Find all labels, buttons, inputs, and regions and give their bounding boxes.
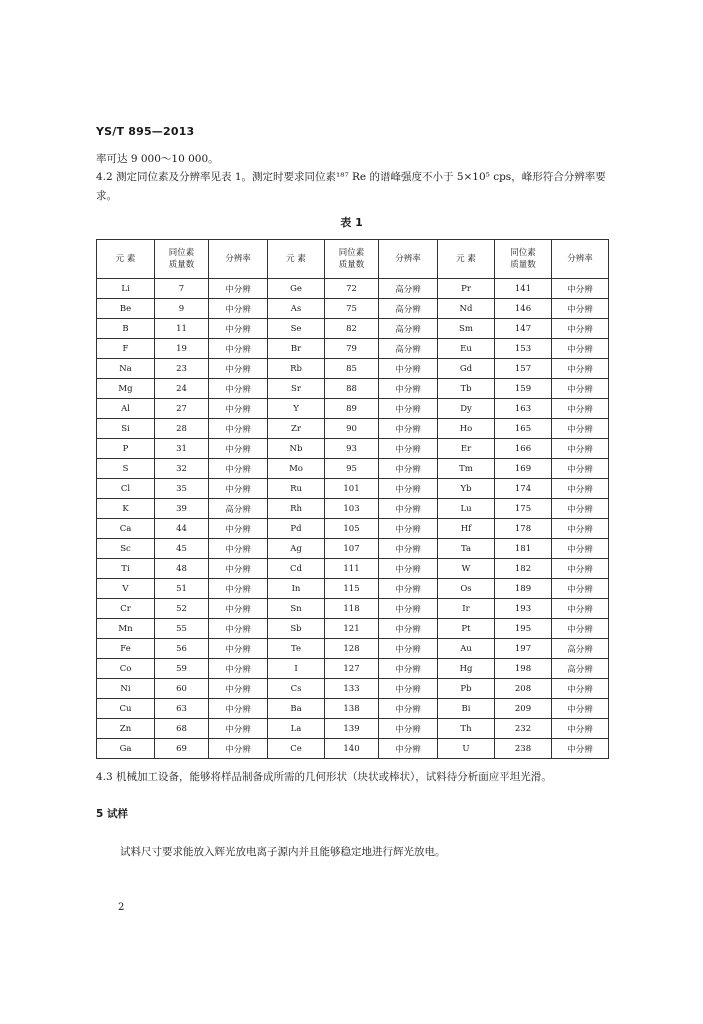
table-cell: 118 xyxy=(325,599,379,619)
table-cell: 24 xyxy=(155,379,209,399)
table-cell: 中分辨 xyxy=(379,619,438,639)
table-cell: Rh xyxy=(268,499,325,519)
table-cell: 中分辨 xyxy=(209,739,268,759)
table-cell: 133 xyxy=(325,679,379,699)
table-cell: 中分辨 xyxy=(209,699,268,719)
table-cell: 140 xyxy=(325,739,379,759)
table-cell: Al xyxy=(97,399,155,419)
table-cell: Na xyxy=(97,359,155,379)
table-cell: 中分辨 xyxy=(209,679,268,699)
table-cell: Pd xyxy=(268,519,325,539)
table-cell: Sm xyxy=(438,319,495,339)
table-cell: 中分辨 xyxy=(209,639,268,659)
table-cell: 中分辨 xyxy=(379,599,438,619)
table-cell: 48 xyxy=(155,559,209,579)
table-cell: Tb xyxy=(438,379,495,399)
table-cell: 中分辨 xyxy=(552,439,609,459)
table-cell: S xyxy=(97,459,155,479)
table-cell: 高分辨 xyxy=(379,319,438,339)
table-cell: Mg xyxy=(97,379,155,399)
table-cell: Mo xyxy=(268,459,325,479)
table-row xyxy=(97,739,609,759)
table-cell: 高分辨 xyxy=(379,339,438,359)
table-row xyxy=(97,399,609,419)
table-cell: Sb xyxy=(268,619,325,639)
table-cell: 121 xyxy=(325,619,379,639)
table-cell: Br xyxy=(268,339,325,359)
table-cell: 中分辨 xyxy=(209,519,268,539)
table-cell: In xyxy=(268,579,325,599)
clause-4-2: 4.2 测定同位素及分辨率见表 1。测定时要求同位素¹⁸⁷ Re 的谱峰强度不小于 5×10⁵ cps，峰形符合分辨率要求。 xyxy=(96,171,606,202)
document-header: YS/T 895—2013 xyxy=(96,125,195,138)
table-cell: 中分辨 xyxy=(552,599,609,619)
table-cell: 中分辨 xyxy=(209,459,268,479)
table-cell: 中分辨 xyxy=(379,539,438,559)
table-cell: 中分辨 xyxy=(552,459,609,479)
table-cell: Cd xyxy=(268,559,325,579)
table-cell: 32 xyxy=(155,459,209,479)
table-cell: Ge xyxy=(268,279,325,299)
table-cell: 93 xyxy=(325,439,379,459)
table-cell: 193 xyxy=(495,599,552,619)
table-cell: 高分辨 xyxy=(209,499,268,519)
table-cell: 中分辨 xyxy=(209,379,268,399)
table-cell: 105 xyxy=(325,519,379,539)
table-header-cell: 同位素 质量数 xyxy=(495,240,552,279)
table-cell: 198 xyxy=(495,659,552,679)
table-cell: 中分辨 xyxy=(379,519,438,539)
table-row xyxy=(97,699,609,719)
table-cell: 中分辨 xyxy=(379,559,438,579)
table-cell: Y xyxy=(268,399,325,419)
table-row xyxy=(97,339,609,359)
paragraph-continued: 率可达 9 000～10 000。 xyxy=(96,153,219,165)
table-cell: Te xyxy=(268,639,325,659)
table-cell: 45 xyxy=(155,539,209,559)
table-row xyxy=(97,619,609,639)
table-row xyxy=(97,719,609,739)
table-cell: 19 xyxy=(155,339,209,359)
table-cell: 101 xyxy=(325,479,379,499)
table-cell: 174 xyxy=(495,479,552,499)
table-cell: Ca xyxy=(97,519,155,539)
table-cell: 中分辨 xyxy=(552,499,609,519)
table-cell: Pb xyxy=(438,679,495,699)
table-cell: Nd xyxy=(438,299,495,319)
table-cell: 79 xyxy=(325,339,379,359)
table-cell: K xyxy=(97,499,155,519)
table-cell: 111 xyxy=(325,559,379,579)
table-cell: 中分辨 xyxy=(209,399,268,419)
table-row xyxy=(97,419,609,439)
table-cell: Pt xyxy=(438,619,495,639)
table-cell: 中分辨 xyxy=(379,459,438,479)
table-cell: Ce xyxy=(268,739,325,759)
table-row xyxy=(97,679,609,699)
table-caption: 表 1 xyxy=(340,216,363,229)
table-cell: 中分辨 xyxy=(552,339,609,359)
table-cell: F xyxy=(97,339,155,359)
table-cell: 51 xyxy=(155,579,209,599)
table-row xyxy=(97,519,609,539)
table-row xyxy=(97,299,609,319)
table-cell: 107 xyxy=(325,539,379,559)
table-cell: Lu xyxy=(438,499,495,519)
table-cell: La xyxy=(268,719,325,739)
table-cell: Hg xyxy=(438,659,495,679)
table-cell: 27 xyxy=(155,399,209,419)
table-cell: Zn xyxy=(97,719,155,739)
table-cell: 147 xyxy=(495,319,552,339)
table-cell: 中分辨 xyxy=(552,479,609,499)
table-cell: 56 xyxy=(155,639,209,659)
table-cell: Ag xyxy=(268,539,325,559)
table-cell: 中分辨 xyxy=(379,739,438,759)
table-cell: Er xyxy=(438,439,495,459)
table-cell: As xyxy=(268,299,325,319)
table-cell: 197 xyxy=(495,639,552,659)
table-header-cell: 分辨率 xyxy=(209,240,268,279)
table-cell: 中分辨 xyxy=(379,579,438,599)
table-cell: 141 xyxy=(495,279,552,299)
table-cell: 75 xyxy=(325,299,379,319)
table-cell: 85 xyxy=(325,359,379,379)
table-cell: 中分辨 xyxy=(552,419,609,439)
table-cell: 中分辨 xyxy=(552,359,609,379)
table-cell: 82 xyxy=(325,319,379,339)
table-cell: Cs xyxy=(268,679,325,699)
table-cell: 中分辨 xyxy=(209,319,268,339)
table-cell: 72 xyxy=(325,279,379,299)
table-row xyxy=(97,599,609,619)
table-row xyxy=(97,359,609,379)
table-header-cell: 同位素 质量数 xyxy=(325,240,379,279)
table-cell: Ru xyxy=(268,479,325,499)
table-cell: Cu xyxy=(97,699,155,719)
table-cell: 103 xyxy=(325,499,379,519)
table-cell: I xyxy=(268,659,325,679)
table-cell: Ti xyxy=(97,559,155,579)
table-cell: 127 xyxy=(325,659,379,679)
table-cell: 中分辨 xyxy=(552,319,609,339)
table-cell: 59 xyxy=(155,659,209,679)
table-cell: 88 xyxy=(325,379,379,399)
section-5-text: 试料尺寸要求能放入辉光放电离子源内并且能够稳定地进行辉光放电。 xyxy=(120,846,446,858)
table-cell: 中分辨 xyxy=(379,639,438,659)
table-cell: Co xyxy=(97,659,155,679)
table-cell: 中分辨 xyxy=(209,439,268,459)
table-row xyxy=(97,279,609,299)
table-cell: 中分辨 xyxy=(379,359,438,379)
table-cell: 高分辨 xyxy=(379,299,438,319)
table-cell: Cl xyxy=(97,479,155,499)
table-cell: 23 xyxy=(155,359,209,379)
table-header-cell: 元 素 xyxy=(268,240,325,279)
table-cell: Sn xyxy=(268,599,325,619)
table-row xyxy=(97,639,609,659)
table-cell: Ir xyxy=(438,599,495,619)
table-cell: 175 xyxy=(495,499,552,519)
table-cell: 中分辨 xyxy=(552,539,609,559)
table-cell: V xyxy=(97,579,155,599)
table-cell: 中分辨 xyxy=(379,699,438,719)
table-cell: W xyxy=(438,559,495,579)
table-cell: 中分辨 xyxy=(209,599,268,619)
table-cell: 209 xyxy=(495,699,552,719)
table-cell: Be xyxy=(97,299,155,319)
table-cell: Bi xyxy=(438,699,495,719)
table-cell: 153 xyxy=(495,339,552,359)
table-cell: Ho xyxy=(438,419,495,439)
table-cell: 中分辨 xyxy=(209,419,268,439)
table-cell: Th xyxy=(438,719,495,739)
table-cell: 中分辨 xyxy=(552,379,609,399)
table-cell: Cr xyxy=(97,599,155,619)
table-cell: 中分辨 xyxy=(209,359,268,379)
table-cell: 7 xyxy=(155,279,209,299)
table-row xyxy=(97,459,609,479)
table-body xyxy=(97,279,609,759)
table-cell: 中分辨 xyxy=(379,379,438,399)
table-cell: Ga xyxy=(97,739,155,759)
table-cell: 中分辨 xyxy=(209,479,268,499)
table-cell: 69 xyxy=(155,739,209,759)
table-cell: 中分辨 xyxy=(552,579,609,599)
table-cell: Os xyxy=(438,579,495,599)
table-cell: Au xyxy=(438,639,495,659)
table-cell: 165 xyxy=(495,419,552,439)
table-header-cell: 同位素 质量数 xyxy=(155,240,209,279)
table-cell: 44 xyxy=(155,519,209,539)
table-cell: 中分辨 xyxy=(379,399,438,419)
table-cell: 90 xyxy=(325,419,379,439)
table-row xyxy=(97,499,609,519)
table-cell: 中分辨 xyxy=(209,299,268,319)
table-cell: 中分辨 xyxy=(552,679,609,699)
table-cell: 中分辨 xyxy=(552,699,609,719)
table-cell: 9 xyxy=(155,299,209,319)
table-row xyxy=(97,659,609,679)
table-cell: 63 xyxy=(155,699,209,719)
table-row xyxy=(97,379,609,399)
table-header-row xyxy=(97,240,609,279)
table-cell: 159 xyxy=(495,379,552,399)
table-cell: Sc xyxy=(97,539,155,559)
table-row xyxy=(97,319,609,339)
table-header-cell: 分辨率 xyxy=(379,240,438,279)
table-cell: 139 xyxy=(325,719,379,739)
table-cell: Ta xyxy=(438,539,495,559)
table-cell: 中分辨 xyxy=(379,719,438,739)
table-cell: 高分辨 xyxy=(552,639,609,659)
table-header-cell: 分辨率 xyxy=(552,240,609,279)
table-cell: 115 xyxy=(325,579,379,599)
table-cell: 55 xyxy=(155,619,209,639)
table-cell: Rb xyxy=(268,359,325,379)
table-row xyxy=(97,559,609,579)
table-cell: 138 xyxy=(325,699,379,719)
table-cell: Dy xyxy=(438,399,495,419)
table-cell: 中分辨 xyxy=(379,679,438,699)
table-cell: Li xyxy=(97,279,155,299)
table-cell: 166 xyxy=(495,439,552,459)
table-cell: Pr xyxy=(438,279,495,299)
table-cell: 中分辨 xyxy=(552,739,609,759)
table-cell: Hf xyxy=(438,519,495,539)
table-cell: B xyxy=(97,319,155,339)
table-cell: P xyxy=(97,439,155,459)
table-cell: 中分辨 xyxy=(209,339,268,359)
table-cell: 中分辨 xyxy=(552,299,609,319)
table-cell: 95 xyxy=(325,459,379,479)
table-cell: 39 xyxy=(155,499,209,519)
table-cell: 52 xyxy=(155,599,209,619)
table-cell: 182 xyxy=(495,559,552,579)
table-cell: Se xyxy=(268,319,325,339)
table-cell: 高分辨 xyxy=(379,279,438,299)
table-cell: 31 xyxy=(155,439,209,459)
table-cell: 208 xyxy=(495,679,552,699)
table-row xyxy=(97,579,609,599)
table-cell: 中分辨 xyxy=(552,519,609,539)
table-cell: Ba xyxy=(268,699,325,719)
table-row xyxy=(97,439,609,459)
table-row xyxy=(97,539,609,559)
table-cell: 169 xyxy=(495,459,552,479)
table-cell: 89 xyxy=(325,399,379,419)
table-cell: 181 xyxy=(495,539,552,559)
table-cell: 中分辨 xyxy=(209,659,268,679)
table-cell: 157 xyxy=(495,359,552,379)
table-cell: 195 xyxy=(495,619,552,639)
table-cell: 中分辨 xyxy=(379,439,438,459)
table-cell: 189 xyxy=(495,579,552,599)
table-cell: U xyxy=(438,739,495,759)
table-header-cell: 元 素 xyxy=(97,240,155,279)
table-cell: Sr xyxy=(268,379,325,399)
section-5-heading: 5 试样 xyxy=(96,808,128,820)
table-cell: 高分辨 xyxy=(552,659,609,679)
table-row xyxy=(97,479,609,499)
table-cell: 中分辨 xyxy=(379,419,438,439)
table-cell: 中分辨 xyxy=(552,719,609,739)
table-cell: Si xyxy=(97,419,155,439)
table-cell: 中分辨 xyxy=(379,479,438,499)
table-cell: 中分辨 xyxy=(209,559,268,579)
table-cell: 中分辨 xyxy=(552,559,609,579)
table-cell: 中分辨 xyxy=(552,399,609,419)
table-cell: 中分辨 xyxy=(209,279,268,299)
table-cell: 146 xyxy=(495,299,552,319)
table-cell: 35 xyxy=(155,479,209,499)
clause-4-3: 4.3 机械加工设备，能够将样品制备成所需的几何形状（块状或棒状），试料待分析面应平坦光滑。 xyxy=(96,771,552,783)
table-cell: Yb xyxy=(438,479,495,499)
table-cell: 中分辨 xyxy=(379,659,438,679)
table-cell: 中分辨 xyxy=(209,539,268,559)
isotope-resolution-table xyxy=(96,239,609,759)
table-cell: 163 xyxy=(495,399,552,419)
table-cell: Zr xyxy=(268,419,325,439)
table-cell: 238 xyxy=(495,739,552,759)
table-cell: Nb xyxy=(268,439,325,459)
table-cell: Tm xyxy=(438,459,495,479)
table-cell: 60 xyxy=(155,679,209,699)
table-cell: 中分辨 xyxy=(209,579,268,599)
table-cell: Fe xyxy=(97,639,155,659)
table-header-cell: 元 素 xyxy=(438,240,495,279)
table-cell: Mn xyxy=(97,619,155,639)
table-cell: 中分辨 xyxy=(552,619,609,639)
table-cell: 128 xyxy=(325,639,379,659)
table-cell: 232 xyxy=(495,719,552,739)
table-cell: 28 xyxy=(155,419,209,439)
table-cell: 178 xyxy=(495,519,552,539)
table-cell: 中分辨 xyxy=(209,719,268,739)
table-cell: 68 xyxy=(155,719,209,739)
table-cell: Gd xyxy=(438,359,495,379)
table-cell: Eu xyxy=(438,339,495,359)
table-cell: 中分辨 xyxy=(552,279,609,299)
table-cell: Ni xyxy=(97,679,155,699)
table-cell: 中分辨 xyxy=(209,619,268,639)
table-cell: 11 xyxy=(155,319,209,339)
table-cell: 中分辨 xyxy=(379,499,438,519)
page-number: 2 xyxy=(118,902,125,913)
